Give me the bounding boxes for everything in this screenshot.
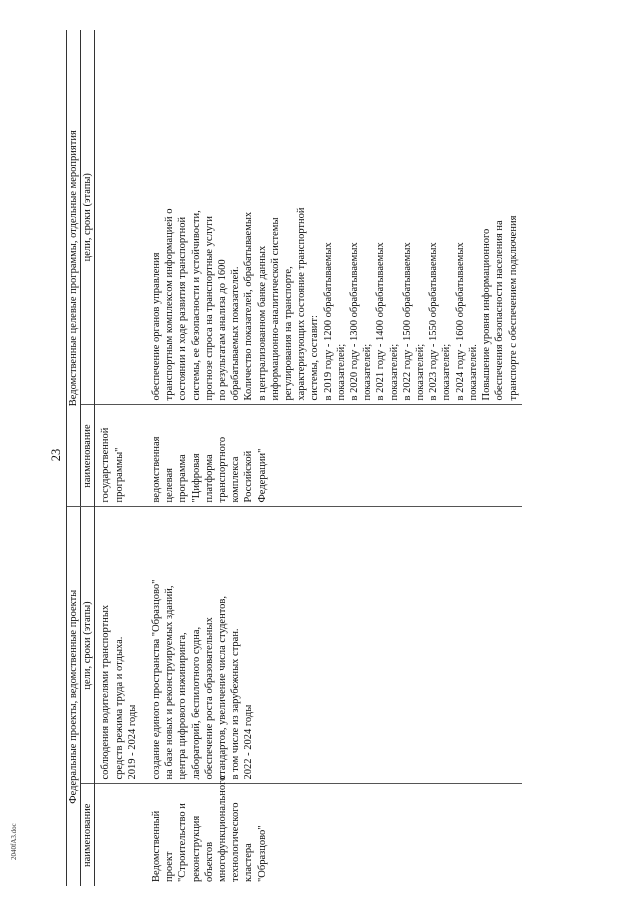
- cell-project-name: [95, 784, 145, 886]
- cell-program-name: ведомственная целевая программа "Цифровая платформа транспортного комплекса Российской Федерации": [145, 405, 522, 507]
- page-number: 23: [48, 448, 63, 462]
- group-header-federal: Федеральные проекты, ведомственные проекты: [67, 507, 81, 886]
- footer-filename: 2040fA3.doc: [10, 823, 18, 860]
- cell-project-goals: создание единого пространства "Образцово" на базе новых и реконструируемых зданий, центра цифрового инжиниринга, лабораторий, беспилотного судна, обеспечение роста образовательных стандартов, увеличение числа студентов, в том числе из зарубежных стран. 2022 - 2024 годы: [145, 507, 522, 784]
- programs-table: [66, 30, 522, 886]
- col-header-goals-2: цели, сроки (этапы): [81, 30, 95, 405]
- table-row: [95, 30, 145, 886]
- rotated-table-container: [66, 30, 580, 886]
- cell-program-goals: [95, 30, 145, 405]
- cell-program-name: государственной программы": [95, 405, 145, 507]
- column-header-row: [81, 30, 95, 886]
- cell-program-goals: обеспечение органов управления транспортным комплексом информацией о состоянии и ходе развития транспортной системы, ее безопасности и устойчивости, прогнозе спроса на транспортные услуги по результатам анализа до 1600 обрабатываемых показателей. Количество показателей, обрабатываемых в централизованном банке данных информационно-аналитической системы регулирования на транспорте, характеризующих состояние транспортной системы, составит: в 2019 году - 1200 обрабатываемых показателей; в 2020 году - 1300 обрабатываемых показателей; в 2021 году - 1400 обрабатываемых показателей; в 2022 году - 1500 обрабатываемых показателей; в 2023 году - 1550 обрабатываемых показателей; в 2024 году - 1600 обрабатываемых показателей. Повышение уровня информационного обеспечения безопасности населения на транспорте с обеспечением подключения: [145, 30, 522, 405]
- cell-project-name: Ведомственный проект "Строительство и реконструкция объектов многофункционального технологического кластера "Образцово": [151, 775, 268, 882]
- col-header-name-2: наименование: [81, 405, 95, 507]
- group-header-departmental: Ведомственные целевые программы, отдельные мероприятия: [67, 30, 81, 507]
- col-header-goals: цели, сроки (этапы): [81, 507, 95, 784]
- table-row: [145, 30, 522, 886]
- group-header-row: [67, 30, 81, 886]
- cell-project-goals: соблюдения водителями транспортных средств режима труда и отдыха. 2019 - 2024 годы: [95, 507, 145, 784]
- col-header-name: наименование: [81, 784, 95, 886]
